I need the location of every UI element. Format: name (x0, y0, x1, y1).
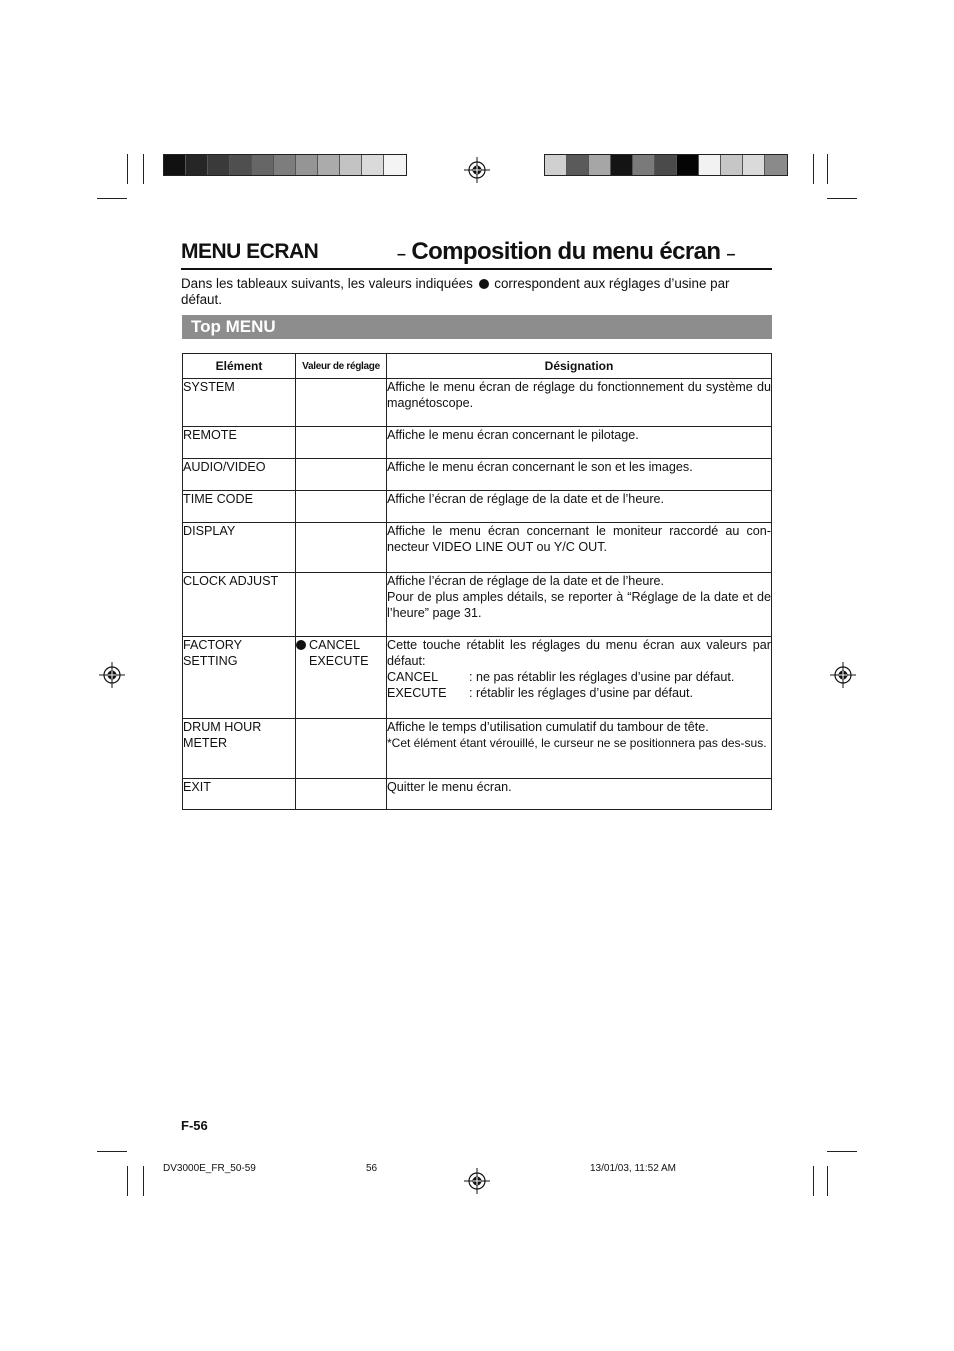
designation-option (387, 669, 771, 685)
table-row (183, 573, 772, 637)
registration-mark-icon (462, 155, 492, 185)
gray-swatch (164, 155, 186, 175)
table-row (183, 523, 772, 573)
element-cell: SYSTEM (183, 379, 296, 427)
crop-mark-top-left-h (97, 198, 127, 199)
option-text: : ne pas rétablir les réglages d’usine par défaut. (469, 670, 735, 684)
value-cell (296, 719, 387, 779)
gray-swatch (384, 155, 406, 175)
gray-swatch (765, 155, 787, 175)
gray-swatch (633, 155, 655, 175)
gray-swatch (340, 155, 362, 175)
table-row (183, 719, 772, 779)
section-header (182, 315, 772, 339)
element-cell: REMOTE (183, 427, 296, 459)
intro-text-after: correspondent aux réglages d’usine par défaut. (181, 276, 730, 307)
table-row (183, 491, 772, 523)
value-default-label: CANCEL (309, 638, 361, 652)
gray-swatch (296, 155, 318, 175)
page-title (397, 238, 735, 266)
crop-mark-bottom-right-v (813, 1166, 814, 1196)
gray-swatch (274, 155, 296, 175)
gray-swatch (721, 155, 743, 175)
title-dash: – (726, 246, 735, 263)
table-row (183, 459, 772, 491)
designation-line: Affiche le temps d’utilisation cumulatif du tambour de tête. (387, 720, 709, 734)
gray-swatch-strip-right (544, 154, 788, 176)
crop-mark-bottom-right-h (827, 1151, 857, 1152)
element-cell: AUDIO/VIDEO (183, 459, 296, 491)
chapter-title: MENU ECRAN (181, 240, 319, 263)
designation-cell: Affiche l’écran de réglage de la date et de l’heure. (387, 491, 772, 523)
table-row (183, 637, 772, 719)
column-header-value: Valeur de réglage (296, 354, 387, 379)
footer-file-name: DV3000E_FR_50-59 (163, 1163, 256, 1174)
element-cell: DRUM HOUR METER (183, 719, 296, 779)
crop-mark-bottom-right-v2 (827, 1166, 828, 1196)
gray-swatch (318, 155, 340, 175)
crop-mark-top-right-v (813, 154, 814, 184)
gray-swatch-strip-left (163, 154, 407, 176)
designation-line: Pour de plus amples détails, se reporter à “Réglage de la date et de l’heure” page 31. (387, 590, 771, 620)
crop-mark-top-left-v2 (143, 154, 144, 184)
value-cell (296, 379, 387, 427)
value-cell (296, 779, 387, 810)
table-header-row (183, 354, 772, 379)
registration-mark-icon (97, 660, 127, 690)
gray-swatch (208, 155, 230, 175)
gray-swatch (677, 155, 699, 175)
designation-line: Affiche l’écran de réglage de la date et de l’heure. (387, 574, 665, 588)
designation-option (387, 685, 771, 701)
page-title-row (181, 238, 772, 270)
value-cell (296, 573, 387, 637)
element-cell: CLOCK ADJUST (183, 573, 296, 637)
value-option: EXECUTE (309, 654, 369, 668)
designation-cell (387, 637, 772, 719)
designation-note: *Cet élément étant vérouillé, le curseur ne se positionnera pas des-sus. (387, 736, 767, 750)
gray-swatch (611, 155, 633, 175)
crop-mark-top-left-v (127, 154, 128, 184)
gray-swatch (567, 155, 589, 175)
element-cell: FACTORY SETTING (183, 637, 296, 719)
element-cell: EXIT (183, 779, 296, 810)
section-title: Top MENU (191, 317, 276, 336)
crop-mark-bottom-left-v2 (143, 1166, 144, 1196)
value-cell (296, 459, 387, 491)
value-cell (296, 523, 387, 573)
designation-cell (387, 573, 772, 637)
page-title-text: Composition du menu écran (411, 238, 721, 265)
designation-cell: Affiche le menu écran concernant le son et les images. (387, 459, 772, 491)
crop-mark-bottom-left-h (97, 1151, 127, 1152)
gray-swatch (545, 155, 567, 175)
element-cell: DISPLAY (183, 523, 296, 573)
crop-mark-top-right-h (827, 198, 857, 199)
footer-date: 13/01/03, 11:52 AM (590, 1163, 676, 1174)
registration-mark-icon (462, 1166, 492, 1196)
gray-swatch (252, 155, 274, 175)
gray-swatch (230, 155, 252, 175)
intro-paragraph (181, 276, 772, 308)
value-cell (296, 637, 387, 719)
crop-mark-top-right-v2 (827, 154, 828, 184)
table-row (183, 779, 772, 810)
default-value-bullet-icon (296, 640, 306, 650)
gray-swatch (362, 155, 384, 175)
designation-cell: Affiche le menu écran de réglage du fonctionnement du système du magnétoscope. (387, 379, 772, 427)
default-value-bullet-icon (479, 279, 489, 289)
option-key: CANCEL (387, 670, 439, 684)
value-default (296, 637, 386, 653)
registration-mark-icon (828, 660, 858, 690)
intro-text-before: Dans les tableaux suivants, les valeurs indiquées (181, 276, 473, 291)
crop-mark-bottom-left-v (127, 1166, 128, 1196)
column-header-element: Elément (183, 354, 296, 379)
menu-table (182, 353, 772, 810)
designation-cell: Quitter le menu écran. (387, 779, 772, 810)
footer-page: 56 (366, 1163, 378, 1174)
designation-cell (387, 719, 772, 779)
value-cell (296, 427, 387, 459)
designation-cell: Affiche le menu écran concernant le pilotage. (387, 427, 772, 459)
element-cell: TIME CODE (183, 491, 296, 523)
page-number: F-56 (181, 1118, 208, 1133)
gray-swatch (699, 155, 721, 175)
value-cell (296, 491, 387, 523)
gray-swatch (743, 155, 765, 175)
option-key: EXECUTE (387, 686, 447, 700)
table-row (183, 427, 772, 459)
gray-swatch (655, 155, 677, 175)
table-row (183, 379, 772, 427)
gray-swatch (186, 155, 208, 175)
designation-line: Cette touche rétablit les réglages du menu écran aux valeurs par défaut: (387, 638, 771, 668)
gray-swatch (589, 155, 611, 175)
designation-cell: Affiche le menu écran concernant le moniteur raccordé au con-necteur VIDEO LINE OUT ou Y/C OUT. (387, 523, 772, 573)
column-header-designation: Désignation (387, 354, 772, 379)
title-dash: – (397, 246, 406, 263)
option-text: : rétablir les réglages d’usine par défaut. (469, 686, 694, 700)
